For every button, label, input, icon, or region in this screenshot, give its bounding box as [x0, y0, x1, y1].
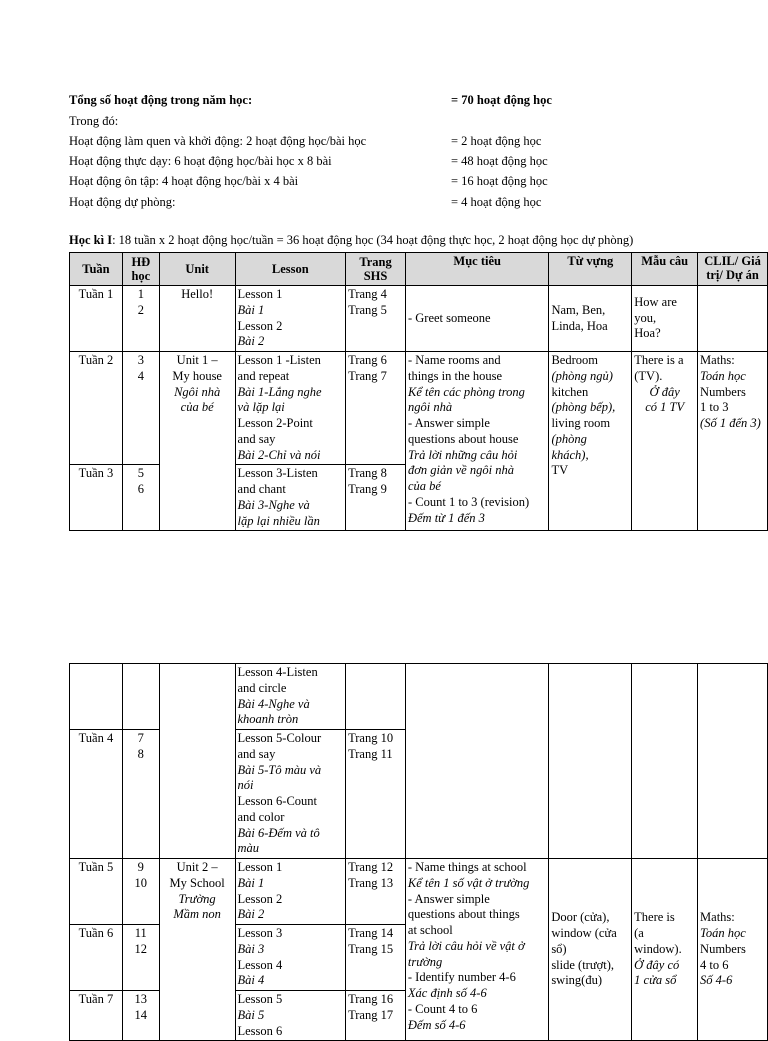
cell-line: Bài 5	[237, 1007, 265, 1022]
cell-line: Lesson 5	[237, 992, 283, 1006]
lesson-cell	[235, 925, 346, 991]
cell-line: 11	[134, 926, 147, 940]
cell-line: (a	[634, 926, 644, 940]
cell-line: Lesson 6-Count	[237, 794, 318, 808]
cell-line: window (cửa	[551, 926, 617, 940]
summary-row-value: = 48 hoạt động học	[451, 154, 548, 169]
cell-line: Bài 6-Đếm và tô	[237, 825, 320, 840]
cell-line: Maths:	[700, 353, 735, 367]
header-week: Tuần	[70, 253, 123, 286]
cell-line: - Answer simple	[407, 416, 490, 430]
cell-line: swing(đu)	[551, 973, 603, 988]
cell-line: and color	[237, 809, 285, 824]
cell-line: Lesson 2	[237, 891, 283, 906]
cell-line: Bedroom	[551, 353, 598, 367]
hd-cell	[122, 991, 159, 1041]
cell-line: Numbers	[700, 384, 746, 399]
hd-cell	[122, 859, 159, 925]
lesson-plan-table-2	[69, 663, 768, 1041]
cell-line: Trang 4	[348, 287, 387, 301]
cell-line: Bài 1-Lắng nghe	[237, 384, 322, 399]
week-cell: Tuần 4	[70, 730, 123, 859]
cell-line: 4	[137, 368, 144, 383]
cell-line: There is	[634, 910, 675, 925]
cell-line: 1 to 3	[700, 400, 729, 415]
page-cell	[346, 664, 406, 730]
pattern-cell	[632, 352, 698, 531]
summary-row-label: Hoạt động dự phòng:	[69, 194, 176, 209]
summary-row-value: = 4 hoạt động học	[451, 194, 542, 209]
cell-line: 6	[137, 482, 144, 496]
cell-line: sổ)	[551, 941, 567, 956]
cell-line: Unit 1 –	[176, 353, 218, 367]
summary-row	[69, 172, 729, 192]
week-cell: Tuần 2	[70, 352, 123, 465]
cell-line: Hoa?	[634, 326, 661, 341]
cell-line: Lesson 3-Listen	[237, 466, 318, 481]
cell-line: Unit 2 –	[176, 860, 218, 874]
cell-line: Trang 12	[348, 860, 394, 874]
cell-line: Lesson 1 -Listen	[237, 353, 321, 367]
cell-line: khách),	[551, 447, 589, 462]
clil-cell	[698, 664, 768, 859]
cell-line: and chant	[237, 482, 286, 496]
cell-line: - Count 4 to 6	[407, 1001, 478, 1016]
cell-line: Trang 11	[348, 746, 393, 761]
cell-line: window).	[634, 941, 682, 956]
cell-line: Bài 4-Nghe và	[237, 696, 310, 711]
goal-cell: - Greet someone	[405, 286, 548, 352]
cell-line: Toán học	[700, 926, 746, 940]
cell-line: Bài 2	[237, 334, 265, 349]
pattern-cell	[632, 664, 698, 859]
cell-line: Kể tên các phòng trong	[407, 384, 525, 399]
unit-cell	[159, 859, 235, 1041]
cell-line: Trang 5	[348, 302, 387, 317]
lesson-cell	[235, 991, 346, 1041]
cell-line: Trang 16	[348, 992, 394, 1006]
summary-in-which-row	[69, 111, 729, 131]
cell-line: There is a	[634, 353, 684, 367]
cell-line: - Name rooms and	[407, 353, 501, 367]
semester-text: : 18 tuần x 2 hoạt động học/tuần = 36 hoạt động học (34 hoạt động thực học, 2 hoạt động học dự phòng)	[112, 233, 634, 247]
cell-line: 2	[137, 302, 144, 317]
lesson-plan-table-1	[69, 252, 768, 531]
header-pattern: Mẫu câu	[632, 253, 698, 286]
goal-cell	[405, 352, 548, 531]
pattern-cell	[632, 859, 698, 1041]
cell-line: Numbers	[700, 941, 746, 956]
week-cell: Tuần 6	[70, 925, 123, 991]
cell-line: của bé	[180, 400, 214, 415]
vocab-cell	[549, 286, 632, 352]
header-clil: CLIL/ Giá trị/ Dự án	[698, 253, 768, 286]
cell-line: Toán học	[700, 368, 746, 383]
summary-row	[69, 132, 729, 152]
page-cell	[346, 991, 406, 1041]
page-cell	[346, 730, 406, 859]
cell-line: 10	[134, 875, 148, 890]
cell-line: you,	[634, 310, 657, 325]
cell-line: Xác định số 4-6	[407, 986, 487, 1000]
cell-line: lặp lại nhiều lần	[237, 513, 320, 528]
cell-line: Trả lời câu hỏi về vật ở	[407, 938, 525, 953]
cell-line: Trường	[178, 891, 216, 906]
cell-line: 3	[137, 353, 144, 367]
cell-line: Lesson 5-Colour	[237, 731, 322, 745]
summary-title: Tổng số hoạt động trong năm học:	[69, 93, 253, 108]
hd-cell	[122, 352, 159, 465]
cell-line: things in the house	[407, 368, 503, 383]
cell-line: Lesson 3	[237, 926, 283, 940]
cell-line: (phòng ngủ)	[551, 368, 613, 383]
vocab-cell	[549, 352, 632, 531]
cell-line: và lặp lại	[237, 400, 285, 415]
cell-line: (Số 1 đến 3)	[700, 416, 761, 430]
summary-in-which: Trong đó:	[69, 113, 119, 128]
goal-cell	[405, 664, 548, 859]
cell-line: Bài 3	[237, 941, 265, 956]
cell-line: Số 4-6	[700, 973, 733, 988]
cell-line: Linda, Hoa	[551, 318, 608, 333]
cell-line: Bài 3-Nghe và	[237, 497, 310, 512]
lesson-cell	[235, 859, 346, 925]
cell-line: Bài 4	[237, 973, 265, 988]
page-cell	[346, 465, 406, 531]
page-cell	[346, 286, 406, 352]
summary-total-row	[69, 91, 729, 111]
cell-line: TV	[551, 463, 569, 478]
cell-line: trường	[407, 954, 443, 969]
vocab-cell	[549, 859, 632, 1041]
summary-row-value: = 16 hoạt động học	[451, 174, 548, 189]
cell-line: My School	[169, 875, 225, 890]
cell-line: Nam, Ben,	[551, 302, 606, 317]
summary-row	[69, 152, 729, 172]
cell-line: Kể tên 1 số vật ở trường	[407, 875, 530, 890]
semester-label: Học kì I	[69, 233, 113, 247]
semester-heading	[69, 233, 633, 249]
goal-cell	[405, 859, 548, 1041]
activity-summary	[69, 91, 729, 213]
cell-line: Bài 5-Tô màu và	[237, 762, 322, 777]
summary-total-value: = 70 hoạt động học	[451, 93, 552, 108]
summary-row-label: Hoạt động thực dạy: 6 hoạt động học/bài học x 8 bài	[69, 154, 332, 169]
cell-line: Maths:	[700, 910, 735, 925]
cell-line: kitchen	[551, 384, 589, 399]
lesson-cell	[235, 730, 346, 859]
lesson-cell	[235, 664, 346, 730]
cell-line: Ở đây có	[634, 957, 680, 972]
cell-line: khoanh tròn	[237, 712, 299, 727]
cell-line: Bài 1	[237, 875, 265, 890]
cell-line: Ở đây	[649, 384, 680, 399]
cell-line: 5	[137, 466, 144, 481]
cell-line: Đếm từ 1 đến 3	[407, 510, 485, 525]
lesson-cell	[235, 286, 346, 352]
cell-line: Trang 7	[348, 368, 387, 383]
cell-line: at school	[407, 923, 453, 937]
cell-line: questions about house	[407, 431, 519, 446]
header-lesson: Lesson	[235, 253, 346, 286]
summary-row-label: Hoạt động làm quen và khởi động: 2 hoạt động học/bài học	[69, 133, 367, 148]
unit-cell	[159, 664, 235, 859]
cell-line: Trả lời những câu hỏi	[407, 447, 518, 462]
cell-line: Trang 13	[348, 875, 394, 890]
cell-line: 14	[134, 1007, 148, 1022]
cell-line: màu	[237, 841, 260, 856]
cell-line: and circle	[237, 680, 287, 695]
week-cell	[70, 664, 123, 730]
cell-line: and say	[237, 431, 276, 446]
cell-line: Đếm số 4-6	[407, 1017, 466, 1032]
cell-line: Lesson 1	[237, 287, 283, 301]
cell-line: 8	[137, 746, 144, 761]
cell-line: Mầm non	[173, 907, 221, 922]
hd-cell	[122, 286, 159, 352]
cell-line: 13	[134, 992, 148, 1006]
summary-row	[69, 192, 729, 212]
page-cell	[346, 925, 406, 991]
week-cell: Tuần 3	[70, 465, 123, 531]
cell-line: My house	[172, 368, 222, 383]
summary-row-label: Hoạt động ôn tập: 4 hoạt động học/bài x 4 bài	[69, 174, 299, 189]
cell-line: có 1 TV	[645, 400, 685, 415]
cell-line: của bé	[407, 479, 441, 493]
cell-line: and repeat	[237, 368, 290, 383]
cell-line: Lesson 1	[237, 860, 283, 874]
cell-line: 7	[137, 731, 144, 745]
clil-cell	[698, 352, 768, 531]
cell-line: 1 cửa sổ	[634, 973, 677, 988]
pattern-cell	[632, 286, 698, 352]
cell-line: Bài 2	[237, 907, 265, 922]
unit-cell: Hello!	[159, 286, 235, 352]
cell-line: and say	[237, 746, 276, 761]
week-cell: Tuần 5	[70, 859, 123, 925]
cell-line: - Identify number 4-6	[407, 970, 516, 985]
cell-line: How are	[634, 294, 677, 309]
cell-line: Trang 9	[348, 482, 387, 496]
cell-line: Bài 1	[237, 302, 265, 317]
clil-cell	[698, 286, 768, 352]
cell-line: (TV).	[634, 368, 663, 383]
cell-line: 1	[137, 287, 144, 301]
cell-line: - Name things at school	[407, 860, 527, 874]
lesson-cell	[235, 465, 346, 531]
cell-line: Trang 10	[348, 731, 394, 745]
hd-cell	[122, 730, 159, 859]
cell-line: questions about things	[407, 907, 520, 922]
table-header-row	[70, 253, 768, 286]
page-cell	[346, 859, 406, 925]
cell-line: Trang 14	[348, 926, 394, 940]
week-cell: Tuần 7	[70, 991, 123, 1041]
cell-line: Trang 6	[348, 353, 387, 367]
cell-line: - Answer simple	[407, 891, 490, 906]
cell-line: Bài 2-Chỉ và nói	[237, 447, 321, 462]
lesson-cell	[235, 352, 346, 465]
cell-line: living room	[551, 416, 611, 430]
hd-cell	[122, 664, 159, 730]
cell-line: (phòng	[551, 431, 587, 446]
cell-line: slide (trượt),	[551, 957, 614, 972]
header-hd: HĐ học	[122, 253, 159, 286]
cell-line: Lesson 2-Point	[237, 416, 313, 430]
cell-line: 12	[134, 941, 148, 956]
clil-cell	[698, 859, 768, 1041]
header-goal: Mục tiêu	[405, 253, 548, 286]
cell-line: Lesson 4	[237, 957, 283, 972]
cell-line: ngôi nhà	[407, 400, 453, 415]
hd-cell	[122, 925, 159, 991]
header-page: Trang SHS	[346, 253, 406, 286]
hd-cell	[122, 465, 159, 531]
vocab-cell	[549, 664, 632, 859]
header-unit: Unit	[159, 253, 235, 286]
cell-line: đơn giản về ngôi nhà	[407, 463, 514, 478]
table-row	[70, 859, 768, 925]
cell-line: Trang 8	[348, 466, 387, 481]
cell-line: Trang 15	[348, 941, 394, 956]
table-row	[70, 286, 768, 352]
cell-line: - Count 1 to 3 (revision)	[407, 494, 530, 509]
table-row	[70, 352, 768, 465]
cell-line: Lesson 4-Listen	[237, 665, 318, 679]
page-cell	[346, 352, 406, 465]
cell-line: Lesson 6	[237, 1023, 283, 1038]
cell-line: Door (cửa),	[551, 910, 610, 925]
table-row	[70, 664, 768, 730]
cell-line: nói	[237, 778, 254, 793]
week-cell: Tuần 1	[70, 286, 123, 352]
cell-line: Ngôi nhà	[174, 384, 221, 399]
header-vocab: Từ vựng	[549, 253, 632, 286]
cell-line: 4 to 6	[700, 957, 729, 972]
unit-cell	[159, 352, 235, 531]
cell-line: Lesson 2	[237, 318, 283, 333]
summary-row-value: = 2 hoạt động học	[451, 133, 542, 148]
cell-line: 9	[137, 860, 144, 874]
cell-line: (phòng bếp),	[551, 400, 616, 415]
cell-line: Trang 17	[348, 1007, 394, 1022]
